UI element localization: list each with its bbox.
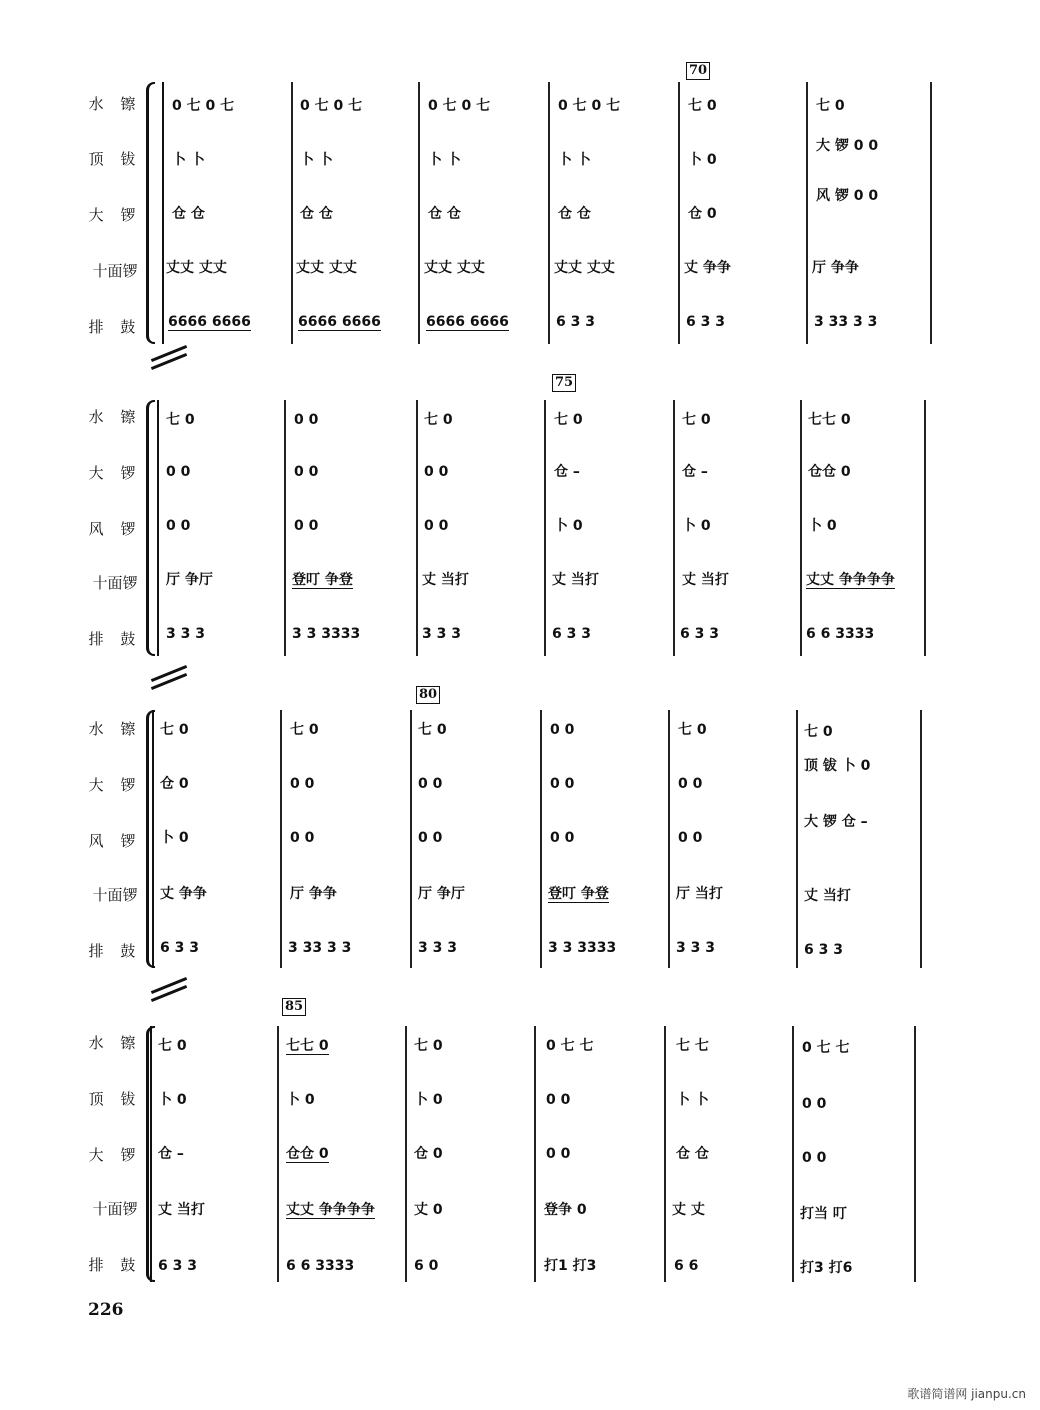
measure-cell: 0 七 0 七 [428,98,491,114]
measure-cell: 3 3 3333 [548,940,617,956]
barline [544,400,546,656]
barline [418,82,420,344]
instrument-label: 风 锣 [88,520,142,538]
page-number: 226 [88,1300,124,1320]
measure-cell: 大 锣 仓 – [804,814,868,830]
measure-cell: 厅 争争 [812,260,859,276]
measure-cell: 卜 卜 [172,152,205,168]
measure-cell: 卜 0 [808,518,837,534]
measure-cell: 顶 钹 卜 0 [804,758,871,774]
measure-cell: 0 七 七 [802,1040,850,1056]
barline [548,82,550,344]
measure-cell: 0 0 [166,518,191,534]
measure-cell: 七 七 [676,1038,709,1054]
measure-cell: 卜 0 [158,1092,187,1108]
measure-cell: 6 3 3 [680,626,719,642]
barline [673,400,675,656]
measure-cell: 0 0 [294,412,319,428]
measure-cell: 登叮 争登 [548,886,609,902]
instrument-label: 大 锣 [88,776,142,794]
measure-cell: 0 七 0 七 [300,98,363,114]
measure-cell: 七 0 [688,98,717,114]
measure-cell: 0 0 [550,830,575,846]
measure-cell: 丈 丈 [672,1202,705,1218]
measure-cell: 0 0 [166,464,191,480]
measure-cell: 厅 当打 [676,886,723,902]
measure-cell: 丈丈 争争争争 [806,572,895,588]
barline [280,710,282,968]
measure-cell: 卜 卜 [428,152,461,168]
measure-cell: 0 0 [424,518,449,534]
measure-cell: 卜 卜 [300,152,333,168]
measure-cell: 6666 6666 [298,314,381,330]
measure-cell: 仓仓 0 [808,464,851,480]
measure-cell: 0 0 [290,776,315,792]
barline [664,1026,666,1282]
rehearsal-mark-70: 70 [686,62,710,80]
barline [405,1026,407,1282]
measure-cell: 3 3 3 [676,940,715,956]
measure-cell: 仓 仓 [428,206,461,222]
measure-cell: 七 0 [816,98,845,114]
system-separator [150,672,186,685]
instrument-label: 十面锣 [92,1200,138,1218]
instrument-label: 十面锣 [92,574,138,592]
instrument-label: 水 镲 [88,95,142,113]
system-start-barline [157,400,159,656]
barline [277,1026,279,1282]
barline [792,1026,794,1282]
measure-cell: 3 33 3 3 [288,940,352,956]
instrument-label: 水 镲 [88,1034,142,1052]
measure-cell: 丈丈 丈丈 [166,260,227,276]
measure-cell: 丈丈 丈丈 [296,260,357,276]
measure-cell: 打3 打6 [800,1260,853,1276]
measure-cell: 3 33 3 3 [814,314,878,330]
measure-cell: 仓仓 0 [286,1146,329,1162]
measure-cell: 七 0 [804,724,833,740]
measure-cell: 卜 0 [688,152,717,168]
measure-cell: 丈 当打 [682,572,729,588]
measure-cell: 0 0 [290,830,315,846]
measure-cell: 打当 叮 [800,1206,847,1222]
measure-cell: 仓 0 [414,1146,443,1162]
barline [920,710,922,968]
measure-cell: 6 3 3 [552,626,591,642]
rehearsal-mark-75: 75 [552,374,576,392]
measure-cell: 仓 仓 [300,206,333,222]
instrument-label: 十面锣 [92,262,138,280]
instrument-label: 排 鼓 [88,942,142,960]
system-separator [150,984,186,997]
system-start-barline [152,710,154,968]
measure-cell: 0 0 [294,464,319,480]
system-start-barline [162,82,164,344]
barline [284,400,286,656]
barline [410,710,412,968]
measure-cell: 3 3 3 [166,626,205,642]
measure-cell: 卜 0 [414,1092,443,1108]
barline [806,82,808,344]
measure-cell: 3 3 3 [422,626,461,642]
measure-cell: 卜 卜 [676,1092,709,1108]
watermark: 歌谱简谱网 jianpu.cn [907,1387,1026,1401]
measure-cell: 0 0 [418,830,443,846]
measure-cell: 丈 0 [414,1202,443,1218]
measure-cell: 仓 仓 [676,1146,709,1162]
measure-cell: 6 3 3 [804,942,843,958]
instrument-label: 十面锣 [92,886,138,904]
measure-cell: 0 七 七 [546,1038,594,1054]
measure-cell: 仓 – [682,464,708,480]
rehearsal-mark-85: 85 [282,998,306,1016]
measure-cell: 0 七 0 七 [558,98,621,114]
measure-cell: 七 0 [418,722,447,738]
instrument-label: 排 鼓 [88,1256,142,1274]
measure-cell: 七 0 [678,722,707,738]
measure-cell: 0 0 [424,464,449,480]
measure-cell: 0 七 0 七 [172,98,235,114]
measure-cell: 打1 打3 [544,1258,597,1274]
measure-cell: 大 锣 0 0 [816,138,879,154]
measure-cell: 丈 争争 [684,260,731,276]
measure-cell: 6 3 3 [686,314,725,330]
measure-cell: 0 0 [678,776,703,792]
measure-cell: 6 3 3 [158,1258,197,1274]
measure-cell: 0 0 [550,722,575,738]
measure-cell: 仓 0 [688,206,717,222]
barline [540,710,542,968]
barline [291,82,293,344]
measure-cell: 0 0 [802,1150,827,1166]
barline [678,82,680,344]
measure-cell: 丈 当打 [804,888,851,904]
measure-cell: 0 0 [418,776,443,792]
measure-cell: 仓 0 [160,776,189,792]
measure-cell: 6 3 3 [160,940,199,956]
measure-cell: 风 锣 0 0 [816,188,879,204]
measure-cell: 仓 仓 [172,206,205,222]
barline [800,400,802,656]
measure-cell: 0 0 [546,1092,571,1108]
barline [914,1026,916,1282]
measure-cell: 6 3 3 [556,314,595,330]
instrument-label: 大 锣 [88,206,142,224]
measure-cell: 登叮 争登 [292,572,353,588]
measure-cell: 厅 争厅 [166,572,213,588]
measure-cell: 卜 0 [682,518,711,534]
barline [796,710,798,968]
measure-cell: 仓 – [158,1146,184,1162]
measure-cell: 卜 0 [554,518,583,534]
system-separator [150,352,186,365]
instrument-label: 水 镲 [88,720,142,738]
system-start-barline [150,1026,152,1282]
measure-cell: 七 0 [414,1038,443,1054]
instrument-label: 大 锣 [88,464,142,482]
measure-cell: 丈丈 丈丈 [554,260,615,276]
measure-cell: 卜 0 [160,830,189,846]
measure-cell: 3 3 3 [418,940,457,956]
barline [924,400,926,656]
measure-cell: 丈 当打 [552,572,599,588]
measure-cell: 0 0 [294,518,319,534]
measure-cell: 厅 争厅 [418,886,465,902]
measure-cell: 丈 当打 [158,1202,205,1218]
measure-cell: 七 0 [554,412,583,428]
measure-cell: 七 0 [166,412,195,428]
barline [930,82,932,344]
barline [668,710,670,968]
measure-cell: 6666 6666 [168,314,251,330]
instrument-label: 大 锣 [88,1146,142,1164]
instrument-label: 排 鼓 [88,318,142,336]
measure-cell: 0 0 [802,1096,827,1112]
measure-cell: 七七 0 [808,412,851,428]
measure-cell: 卜 0 [286,1092,315,1108]
measure-cell: 6 6 3333 [286,1258,355,1274]
measure-cell: 丈丈 丈丈 [424,260,485,276]
barline [534,1026,536,1282]
rehearsal-mark-80: 80 [416,686,440,704]
instrument-label: 水 镲 [88,408,142,426]
measure-cell: 0 0 [550,776,575,792]
instrument-label: 风 锣 [88,832,142,850]
measure-cell: 登争 0 [544,1202,587,1218]
measure-cell: 6 6 [674,1258,699,1274]
measure-cell: 卜 卜 [558,152,591,168]
measure-cell: 七七 0 [286,1038,329,1054]
measure-cell: 厅 争争 [290,886,337,902]
instrument-label: 顶 钹 [88,1090,142,1108]
measure-cell: 丈 当打 [422,572,469,588]
measure-cell: 丈 争争 [160,886,207,902]
measure-cell: 丈丈 争争争争 [286,1202,375,1218]
measure-cell: 七 0 [424,412,453,428]
measure-cell: 6 0 [414,1258,439,1274]
measure-cell: 七 0 [160,722,189,738]
measure-cell: 3 3 3333 [292,626,361,642]
measure-cell: 七 0 [158,1038,187,1054]
system-brace [146,82,155,344]
measure-cell: 仓 仓 [558,206,591,222]
measure-cell: 6666 6666 [426,314,509,330]
instrument-label: 排 鼓 [88,630,142,648]
measure-cell: 0 0 [678,830,703,846]
measure-cell: 6 6 3333 [806,626,875,642]
barline [416,400,418,656]
measure-cell: 七 0 [682,412,711,428]
system-brace [146,400,155,656]
measure-cell: 0 0 [546,1146,571,1162]
measure-cell: 七 0 [290,722,319,738]
measure-cell: 仓 – [554,464,580,480]
instrument-label: 顶 钹 [88,150,142,168]
